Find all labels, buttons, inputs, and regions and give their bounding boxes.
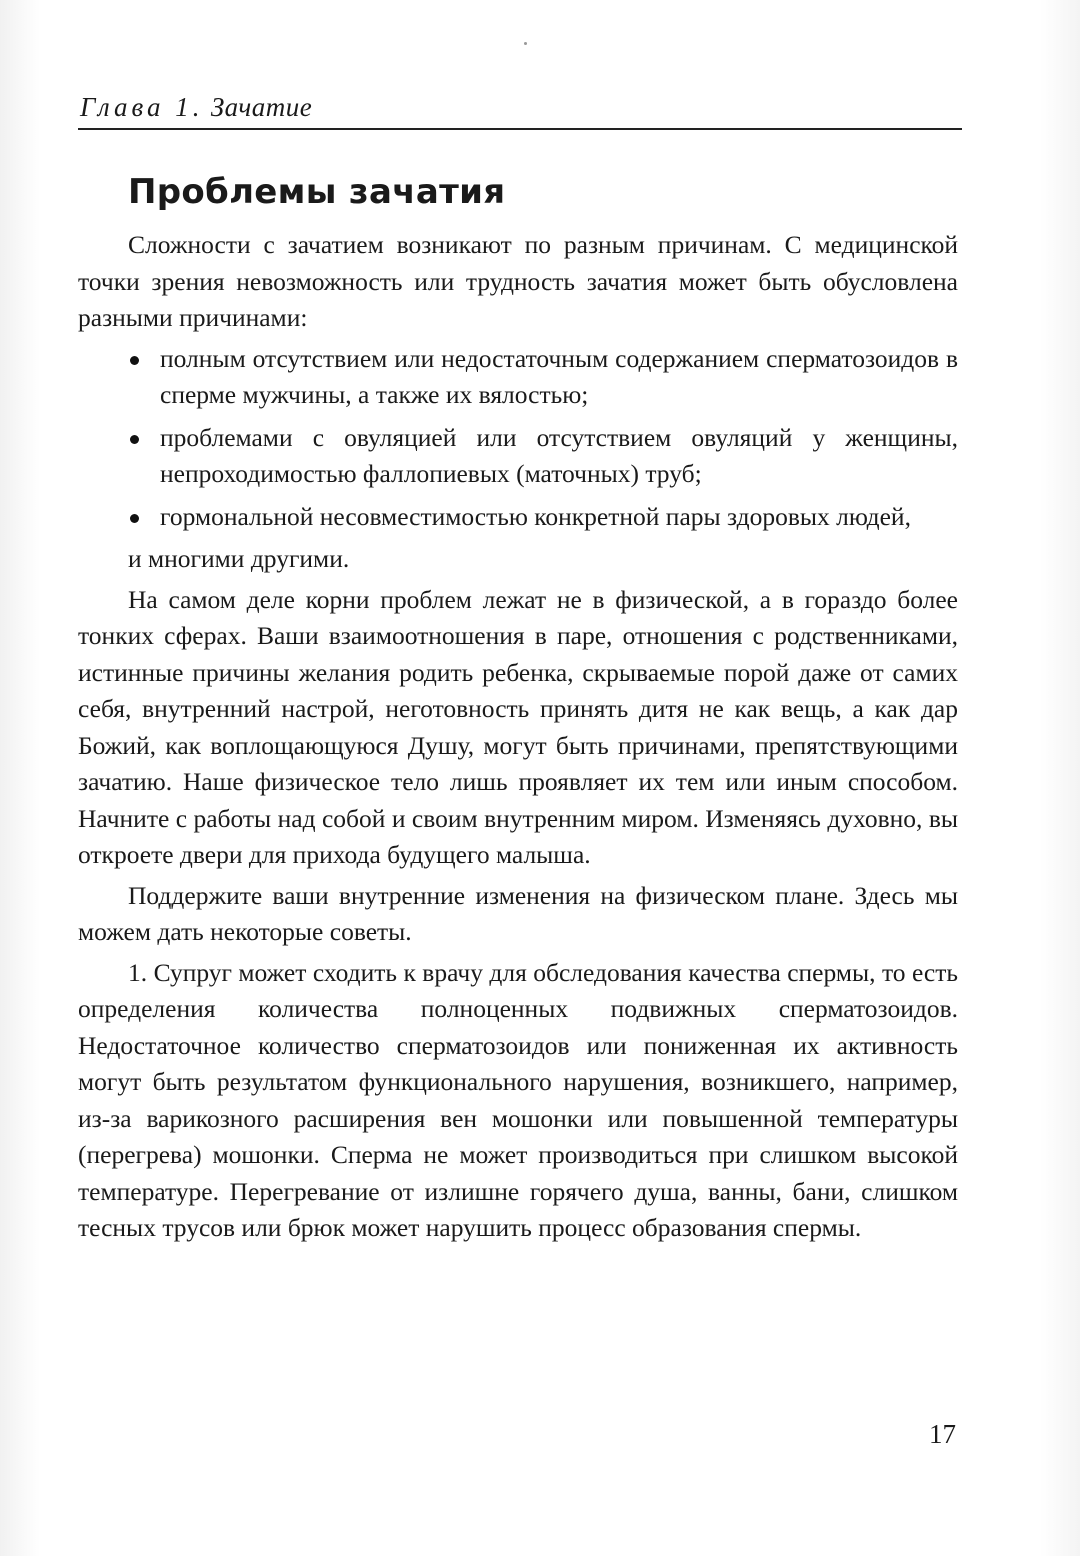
list-item-text: проблемами с овуляцией или отсутствием овуляций у женщины, непроходимостью фаллопиевых (маточных) труб; (160, 422, 958, 488)
list-item-text: гормональной несовместимостью конкретной пары здоровых людей, (160, 501, 911, 531)
paragraph-advice-1: 1. Супруг может сходить к врачу для обследования качества спермы, то есть определения количества полноценных подвижных сперматозоидов. Недостаточное количество сперматозоидов или пониженная их активность могут быть результатом функционального нарушения, возникшего, например, из-за варикозного расширения вен мошонки или повышенной температуры (перегрева) мошонки. Сперма не может производиться при слишком высокой температуре. Перегревание от излишне горячего душа, ванны, бани, слишком тесных трусов или брюк может нарушить процесс образования спермы. (78, 957, 958, 1242)
list-item-text: полным отсутствием или недостаточным содержанием сперматозоидов в сперме мужчины, а также их вялостью; (160, 343, 958, 409)
causes-list (78, 341, 958, 536)
intro-paragraph: Сложности с зачатием возникают по разным причинам. С медицинской точки зрения невозможность или трудность зачатия может быть обусловлена разными причинами: (78, 230, 958, 332)
header-rule (78, 128, 962, 130)
chapter-title: Зачатие (210, 92, 313, 122)
running-head (80, 90, 960, 124)
paragraph-roots: На самом деле корни проблем лежат не в физической, а в гораздо более тонких сферах. Ваши взаимоотношения в паре, отношения с родственниками, истинные причины желания родить ребенка, скрываемые порой даже от самих себя, внутренний настрой, неготовность принять дитя не как вещь, а как дар Божий, как воплощающуюся Душу, могут быть причинами, препятствующими зачатию. Наше физическое тело лишь проявляет их тем или иным способом. Начните с работы над собой и своим внутренним миром. Изменяясь духовно, вы откроете двери для прихода будущего малыша. (78, 584, 958, 869)
paragraph-support: Поддержите ваши внутренние изменения на физическом плане. Здесь мы можем дать некоторые советы. (78, 880, 958, 946)
page-number: 17 (929, 1419, 956, 1449)
chapter-label: Глава 1. (80, 92, 204, 122)
bullet-icon (130, 514, 139, 523)
section-title: Проблемы зачатия (128, 172, 506, 212)
bullet-icon (130, 356, 139, 365)
list-item (160, 499, 958, 536)
paper-speck (524, 42, 527, 45)
body-text (78, 227, 958, 1247)
list-continuation: и многими другими. (128, 544, 350, 573)
list-item (160, 341, 958, 414)
bullet-icon (130, 435, 139, 444)
list-item (160, 420, 958, 493)
